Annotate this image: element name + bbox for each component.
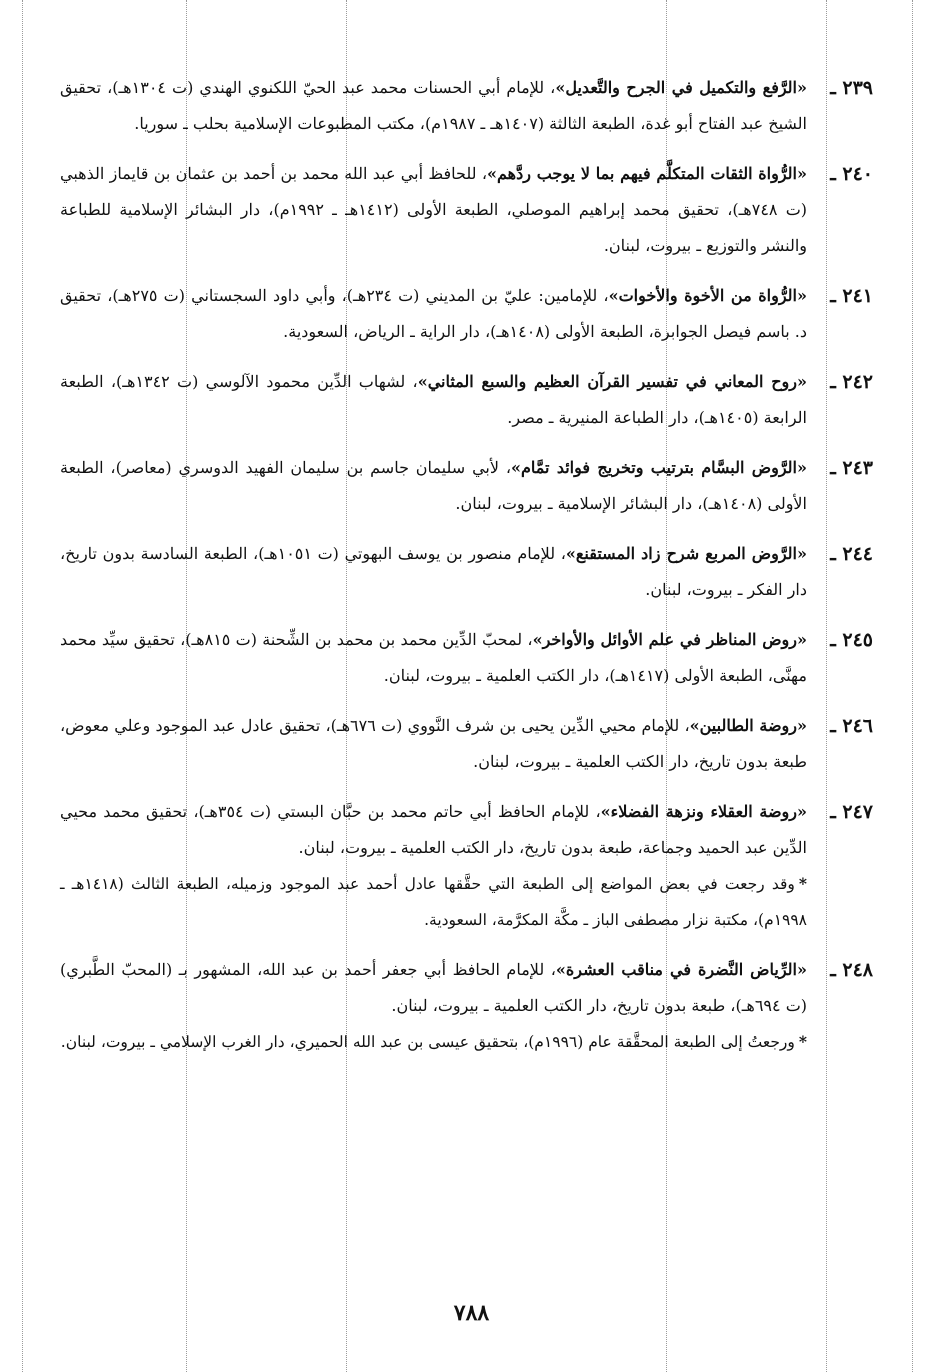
note-text: وقد رجعت في بعض المواضع إلى الطبعة التي حقَّقها عادل أحمد عبد الموجود وزميله، الطبعة الثالث (١٤١٨هـ ـ ١٩٩٨م)، مكتبة نزار مصطفى الباز ـ مكَّة المكرَّمة، السعودية.: [60, 875, 807, 929]
bibliography-entry: [60, 622, 873, 694]
entry-details: ، لشهاب الدِّين محمود الآلوسي (ت ١٣٤٢هـ)، الطبعة الرابعة (١٤٠٥هـ)، دار الطباعة المنيرية ـ مصر.: [60, 372, 807, 427]
entry-details: ، للإمام منصور بن يوسف البهوتي (ت ١٠٥١هـ)، الطبعة السادسة بدون تاريخ، دار الفكر ـ بيروت، لبنان.: [60, 544, 807, 599]
entry-title: «الرِّياض النَّضرة في مناقب العشرة»: [555, 960, 807, 979]
entry-text: [60, 278, 807, 350]
entry-title: «روضة الطالبين»: [689, 716, 807, 735]
entry-number: ٢٤٨ ـ: [830, 959, 873, 981]
entry-text: [60, 364, 807, 436]
entry-details: ، للإمام الحافظ أبي حاتم محمد بن حبَّان البستي (ت ٣٥٤هـ)، تحقيق محمد محيي الدِّين عبد الحميد وجماعة، طبعة بدون تاريخ، دار الكتب العلمية ـ بيروت، لبنان.: [60, 802, 807, 857]
entry-number: ٢٤٧ ـ: [830, 801, 873, 823]
note-text: ورجعتُ إلى الطبعة المحقَّقة عام (١٩٩٦م)، بتحقيق عيسى بن عبد الله الحميري، دار الغرب الإسلامي ـ بيروت، لبنان.: [60, 1033, 795, 1051]
entry-details: ، للإمامين: عليّ بن المديني (ت ٢٣٤هـ)، وأبي داود السجستاني (ت ٢٧٥هـ)، تحقيق د. باسم فيصل الجوابرة، الطبعة الأولى (١٤٠٨هـ)، دار الراية ـ الرياض، السعودية.: [60, 286, 807, 341]
entry-title: «الرُّواة من الأخوة والأخوات»: [608, 286, 808, 305]
entry-details: ، للحافظ أبي عبد الله محمد بن أحمد بن عثمان بن قايماز الذهبي (ت ٧٤٨هـ)، تحقيق محمد إبراهيم الموصلي، الطبعة الأولى (١٤١٢هـ ـ ١٩٩٢م)، دار البشائر الإسلامية للطباعة والنشر والتوزيع ـ بيروت، لبنان.: [60, 164, 808, 255]
entry-title: «الرَّفع والتكميل في الجرح والتَّعديل»: [555, 78, 807, 97]
entry-text: [60, 952, 807, 1024]
entry-number: ٢٤١ ـ: [830, 285, 873, 307]
entry-text: [60, 794, 807, 866]
entry-number: ٢٤٤ ـ: [830, 543, 873, 565]
bibliography-entry: [60, 794, 873, 938]
scan-line: [22, 0, 23, 1372]
bibliography-entry: [60, 364, 873, 436]
bibliography-entry: [60, 708, 873, 780]
bibliography-entry: [60, 450, 873, 522]
entry-number: ٢٣٩ ـ: [830, 77, 873, 99]
entry-note: [60, 1024, 807, 1060]
entry-details: ، لمحبّ الدِّين محمد بن محمد بن الشِّحنة (ت ٨١٥هـ)، تحقيق سيِّد محمد مهنَّى، الطبعة الأولى (١٤١٧هـ)، دار الكتب العلمية ـ بيروت، لبنان.: [60, 630, 807, 685]
entry-number: ٢٤٥ ـ: [830, 629, 873, 651]
page-number: ٧٨٨: [453, 1300, 490, 1326]
entry-details: ، للإمام الحافظ أبي جعفر أحمد بن عبد الله، المشهور بـ (المحبّ الطَّبري) (ت ٦٩٤هـ)، طبعة بدون تاريخ، دار الكتب العلمية ـ بيروت، لبنان.: [60, 960, 807, 1015]
entry-text: [60, 450, 807, 522]
entry-title: «الرَّوض المربع شرح زاد المستقنع»: [565, 544, 807, 563]
entry-number: ٢٤٦ ـ: [830, 715, 873, 737]
entry-details: ، للإمام أبي الحسنات محمد عبد الحيّ اللكنوي الهندي (ت ١٣٠٤هـ)، تحقيق الشيخ عبد الفتاح أبو غدة، الطبعة الثالثة (١٤٠٧هـ ـ ١٩٨٧م)، مكتب المطبوعات الإسلامية بحلب ـ سوريا.: [60, 78, 807, 133]
bibliography-entry: [60, 278, 873, 350]
entry-title: «روضة العقلاء ونزهة الفضلاء»: [600, 802, 807, 821]
entry-text: [60, 156, 807, 264]
entry-text: [60, 708, 807, 780]
entry-text: [60, 622, 807, 694]
bibliography-page: [60, 70, 873, 1074]
bibliography-entry: [60, 536, 873, 608]
entry-title: «روض المناظر في علم الأوائل والأواخر»: [532, 630, 808, 649]
entry-text: [60, 70, 807, 142]
entry-number: ٢٤٢ ـ: [830, 371, 873, 393]
entry-details: ، لأبي سليمان جاسم بن سليمان الفهيد الدوسري (معاصر)، الطبعة الأولى (١٤٠٨هـ)، دار البشائر الإسلامية ـ بيروت، لبنان.: [60, 458, 807, 513]
entry-number: ٢٤٠ ـ: [830, 163, 873, 185]
scan-line: [912, 0, 913, 1372]
entry-details: ، للإمام محيي الدِّين يحيى بن شرف النَّووي (ت ٦٧٦هـ)، تحقيق عادل عبد الموجود وعلي معوض، طبعة بدون تاريخ، دار الكتب العلمية ـ بيروت، لبنان.: [60, 716, 807, 771]
bibliography-entry: [60, 70, 873, 142]
entry-title: «الرَّوض البسَّام بترتيب وتخريج فوائد تمَّام»: [511, 458, 807, 477]
bibliography-entry: [60, 952, 873, 1060]
bibliography-entry: [60, 156, 873, 264]
entry-title: «الرُّواة الثقات المتكلَّم فيهم بما لا يوجب ردَّهم»: [487, 164, 808, 183]
entry-text: [60, 536, 807, 608]
entry-note: [60, 866, 807, 938]
entry-number: ٢٤٣ ـ: [830, 457, 873, 479]
note-marker: *: [798, 1032, 807, 1051]
note-marker: *: [798, 874, 807, 893]
entry-title: «روح المعاني في تفسير القرآن العظيم والسبع المثاني»: [417, 372, 807, 391]
